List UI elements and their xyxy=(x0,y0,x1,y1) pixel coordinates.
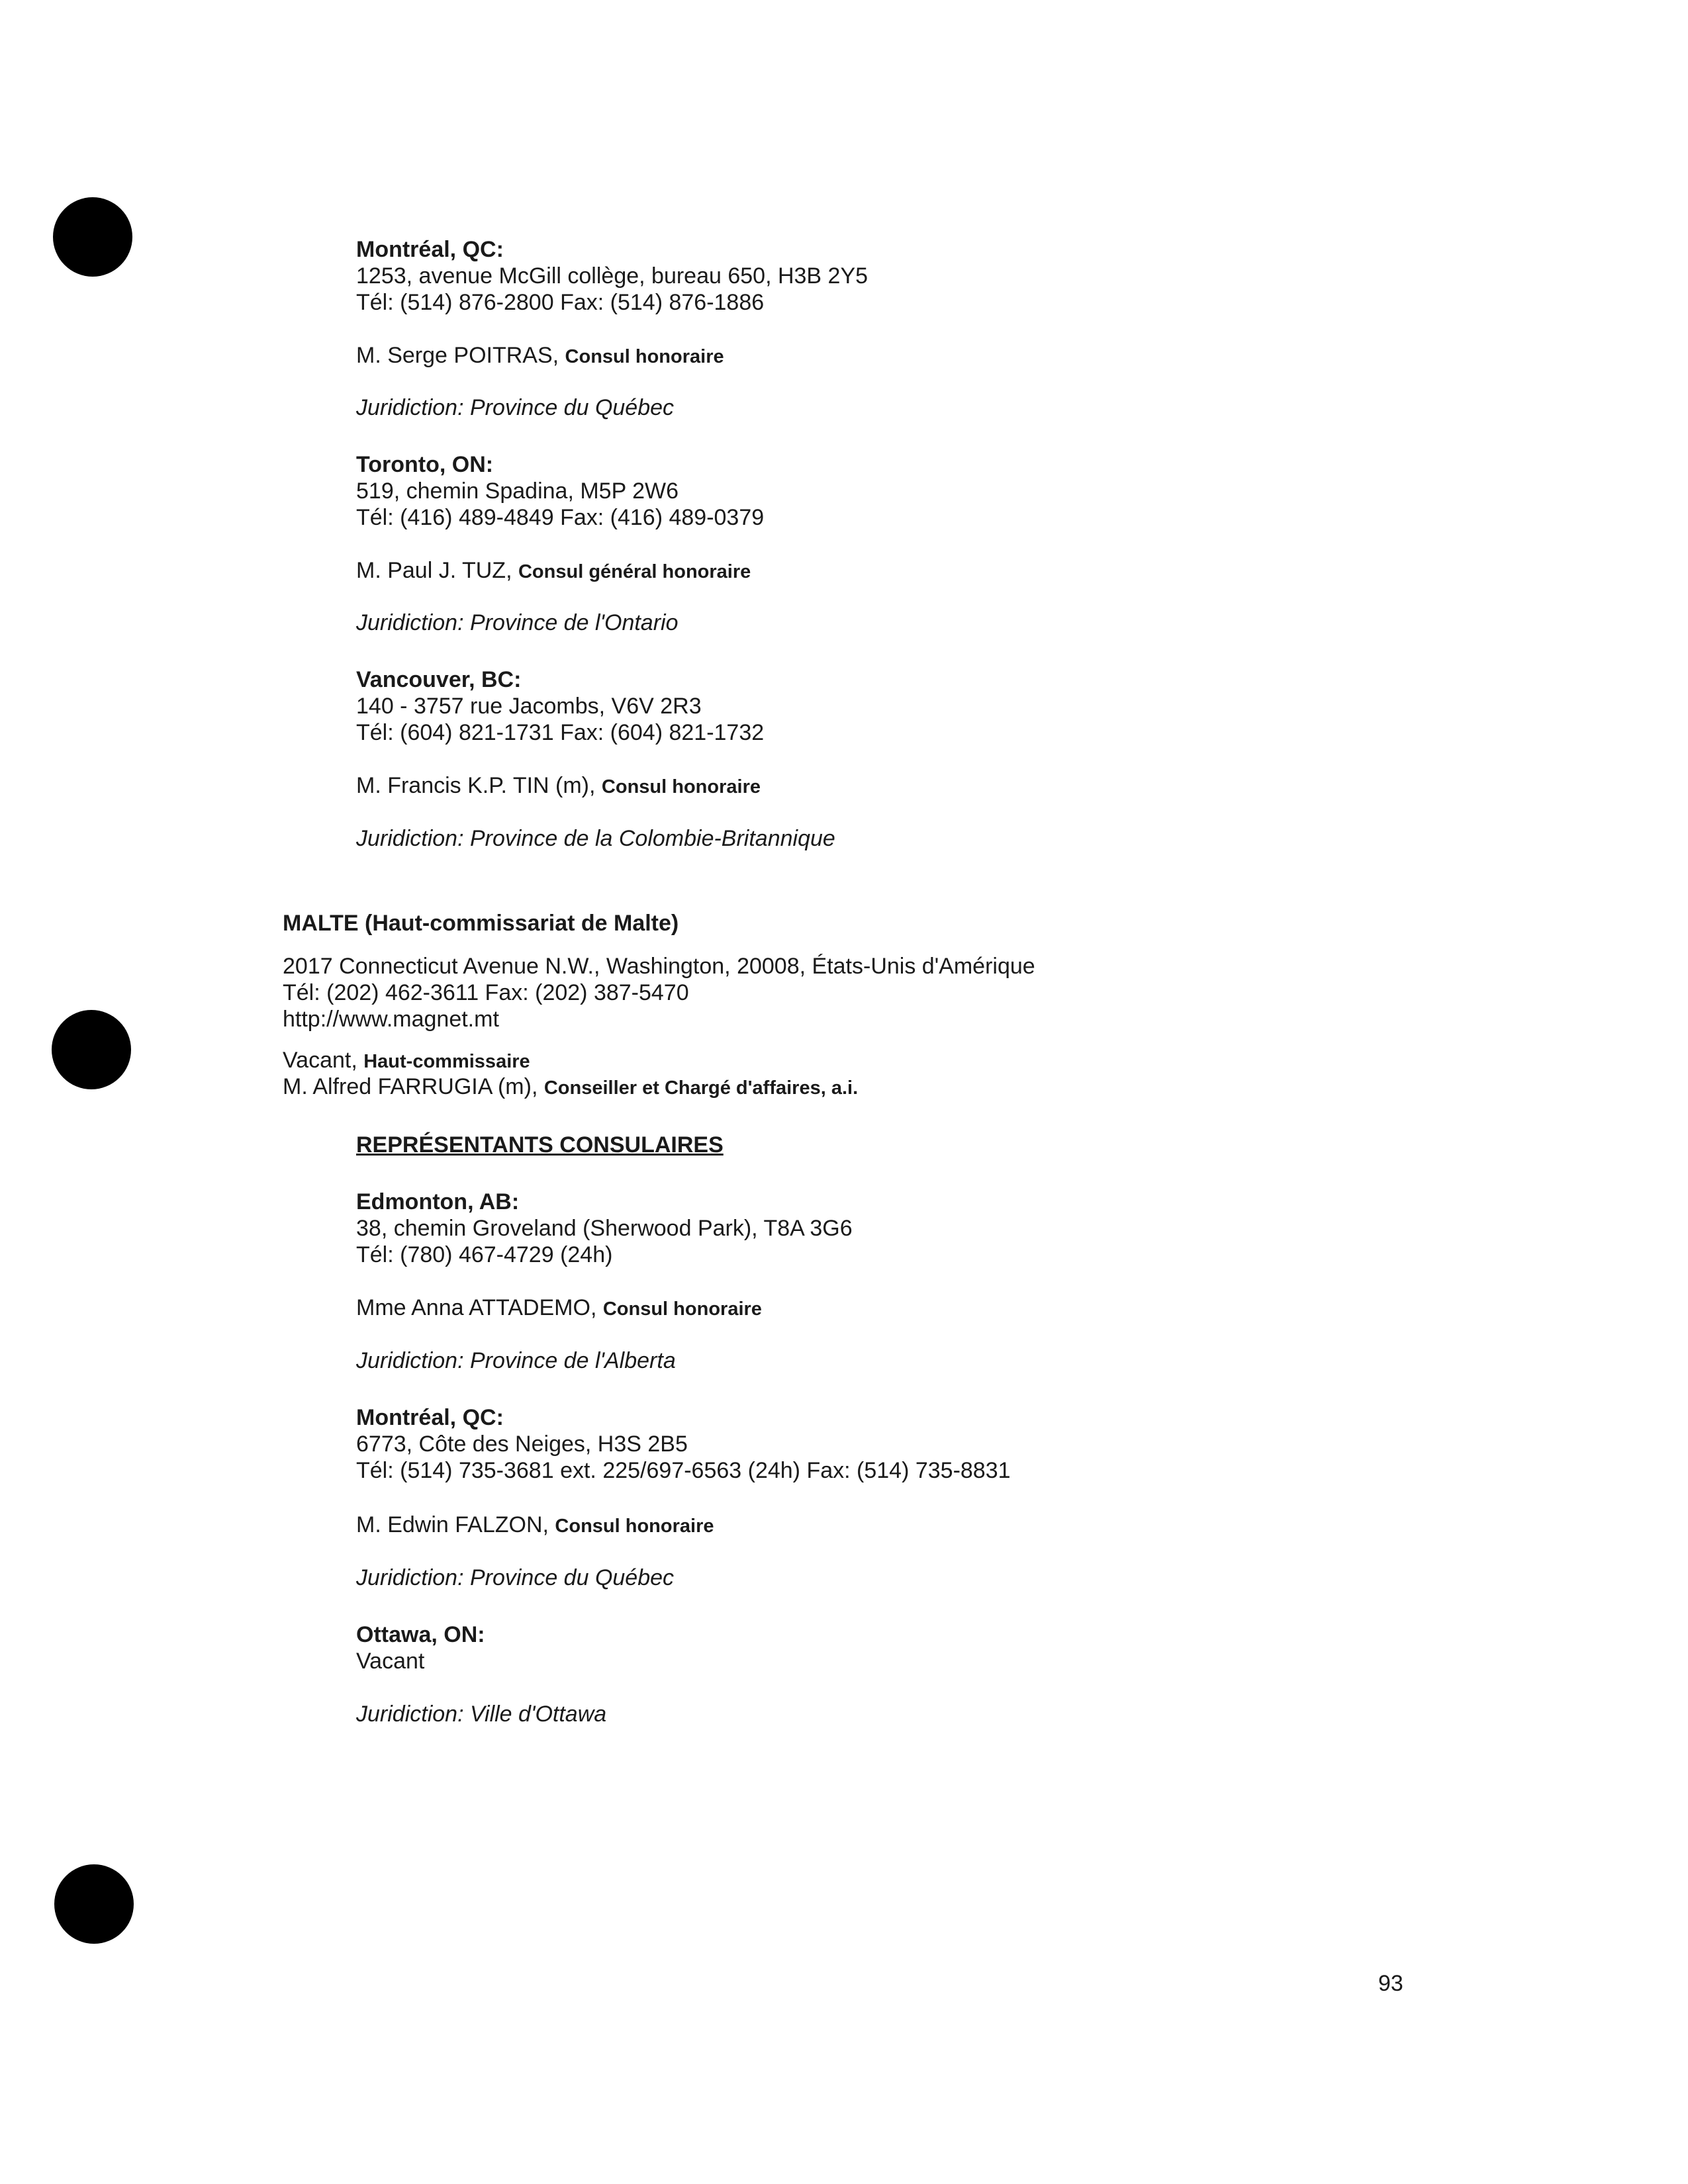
consular-representatives-heading: REPRÉSENTANTS CONSULAIRES xyxy=(356,1132,724,1158)
punch-hole-top xyxy=(53,197,132,277)
punch-hole-middle xyxy=(52,1010,131,1089)
website: http://www.magnet.mt xyxy=(283,1007,499,1032)
official-role: Conseiller et Chargé d'affaires, a.i. xyxy=(543,1077,859,1099)
jurisdiction: Juridiction: Province de l'Alberta xyxy=(356,1348,676,1373)
phone-fax: Tél: (202) 462-3611 Fax: (202) 387-5470 xyxy=(283,980,689,1005)
official-name: Mme Anna ATTADEMO, xyxy=(356,1295,603,1320)
city-heading: Vancouver, BC: xyxy=(356,667,522,692)
phone-fax: Tél: (604) 821-1731 Fax: (604) 821-1732 xyxy=(356,720,765,745)
official xyxy=(356,557,751,585)
address: 140 - 3757 rue Jacombs, V6V 2R3 xyxy=(356,694,702,719)
official-role: Consul honoraire xyxy=(602,1298,762,1320)
jurisdiction: Juridiction: Province de la Colombie-Britannique xyxy=(356,826,835,851)
city-heading: Ottawa, ON: xyxy=(356,1622,485,1647)
punch-hole-bottom xyxy=(54,1864,134,1944)
page-number: 93 xyxy=(1378,1971,1403,1996)
official-role: Consul honoraire xyxy=(555,1516,714,1537)
official-2 xyxy=(283,1073,858,1101)
city-heading: Montréal, QC: xyxy=(356,1405,504,1430)
address: 1253, avenue McGill collège, bureau 650, H3B 2Y5 xyxy=(356,263,868,289)
official-name: M. Paul J. TUZ, xyxy=(356,558,518,583)
official xyxy=(356,1295,762,1322)
official xyxy=(356,1512,714,1539)
city-heading: Toronto, ON: xyxy=(356,452,494,477)
city-heading: Edmonton, AB: xyxy=(356,1189,520,1214)
official-name: M. Francis K.P. TIN (m), xyxy=(356,773,602,798)
city-heading: Montréal, QC: xyxy=(356,237,504,262)
official-role: Consul général honoraire xyxy=(518,561,751,582)
jurisdiction: Juridiction: Province du Québec xyxy=(356,1565,675,1590)
official-name: M. Alfred FARRUGIA (m), xyxy=(283,1074,544,1099)
phone-fax: Tél: (514) 735-3681 ext. 225/697-6563 (24h) Fax: (514) 735-8831 xyxy=(356,1458,1011,1483)
official xyxy=(356,342,724,370)
official-name: M. Edwin FALZON, xyxy=(356,1512,555,1537)
jurisdiction: Juridiction: Ville d'Ottawa xyxy=(356,1702,607,1727)
phone-fax: Tél: (514) 876-2800 Fax: (514) 876-1886 xyxy=(356,290,765,315)
jurisdiction: Juridiction: Province de l'Ontario xyxy=(356,610,679,635)
official-role: Haut-commissaire xyxy=(363,1051,530,1072)
official-role: Consul honoraire xyxy=(601,776,761,797)
official xyxy=(356,772,761,800)
official-name: Vacant, xyxy=(283,1048,364,1073)
country-heading: MALTE (Haut-commissariat de Malte) xyxy=(283,911,679,936)
official-name: M. Serge POITRAS, xyxy=(356,343,565,368)
official-role: Consul honoraire xyxy=(565,346,724,367)
address: 38, chemin Groveland (Sherwood Park), T8A 3G6 xyxy=(356,1216,853,1241)
status: Vacant xyxy=(356,1649,425,1674)
phone-fax: Tél: (416) 489-4849 Fax: (416) 489-0379 xyxy=(356,505,765,530)
jurisdiction: Juridiction: Province du Québec xyxy=(356,395,675,420)
address: 2017 Connecticut Avenue N.W., Washington, 20008, États-Unis d'Amérique xyxy=(283,954,1035,979)
official-1 xyxy=(283,1047,530,1075)
address: 519, chemin Spadina, M5P 2W6 xyxy=(356,478,679,504)
phone: Tél: (780) 467-4729 (24h) xyxy=(356,1242,613,1267)
address: 6773, Côte des Neiges, H3S 2B5 xyxy=(356,1432,688,1457)
